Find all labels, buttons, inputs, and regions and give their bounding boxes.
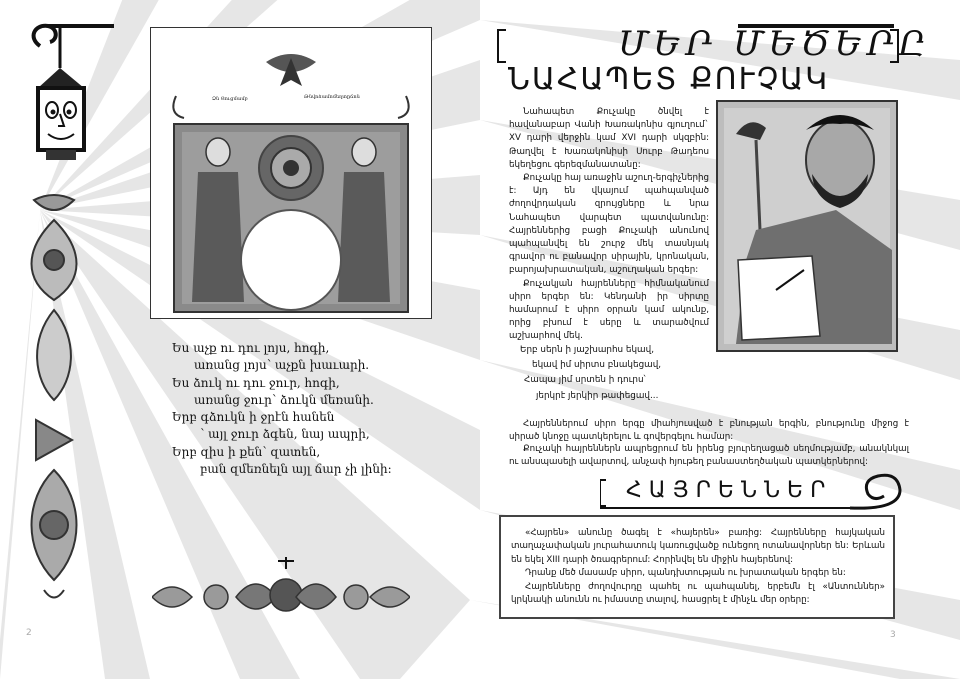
left-poem: [172, 340, 442, 478]
poem-line: Երբ գձուկն ի ջրէն հանեն: [172, 410, 335, 425]
conclusion-text: [509, 418, 909, 468]
page-title: ՄԵՐ ՄԵԾԵՐԸ: [618, 24, 932, 64]
manuscript-caption-right: Թնվոձամոմեղտըճոն: [304, 94, 360, 100]
manuscript-caption-left: Ձն Ցուցմամբ: [212, 96, 248, 102]
bio-paragraph: Քուչակը հայ առաջին աշուղ-երգիչներից է: Այդ են վկայում պահպանված ժողովրդական զրույցները և նրա Նահապետ վարպետ պատվանունը: Հայրեններից բացի Քուչակի անունով պահպանվել են շուրջ մեկ տասնյակ գրավոր ու բանավոր սիրային, կրոնական, բարոյախրատական, աշուղական երգեր:: [509, 173, 709, 276]
verse-line: Հապա յիմ սրտեն ի դուրս՝: [524, 375, 646, 386]
ornament-column: [24, 190, 84, 610]
page-number-right: 3: [890, 630, 896, 640]
box-paragraph: «Հայրեն» անունը ծագել է «հայերեն» բառից: Հայրենները հայկական տաղաչափական յուրահատուկ կառուցվածք ունեցող ոտանավորներ են: Երևան են եկել XIII դարի ծռագրերում: Հորինվել են միջին հայերենով:: [511, 528, 885, 565]
lantern-illustration: [24, 18, 114, 178]
portrait-illustration: [716, 100, 898, 352]
verse-line: եկավ իմ սիրտս բնակեցավ,: [532, 360, 662, 371]
page-number-left: 2: [26, 628, 32, 638]
conclusion-paragraph: Քուչակի հայրեններն ապրեցրում են իրենց բյուրեղացած սեղմությամբ, անակնկալ ու անսպասելի ավարտով, անչափ հյութեղ բանաստեղծական պատկերներով:: [509, 444, 909, 467]
poem-line: բան զմեռնելն այլ ճար չի լինի:: [200, 462, 392, 477]
page-subtitle: ՆԱՀԱՊԵՏ ՔՈՒՉԱԿ: [508, 62, 830, 97]
info-box: [499, 515, 895, 619]
manuscript-illumination: [170, 52, 412, 314]
verse-line: Երբ սերն ի յաշխարհս եկավ,: [520, 345, 655, 355]
section-heading: ՀԱՅՐԵՆՆԵՐ: [626, 478, 833, 503]
poem-line: առանց լոյս՝ աչքն խաւարի.: [194, 358, 370, 373]
verse-quote: [512, 343, 661, 404]
bottom-ornament: [152, 555, 410, 625]
poem-line: առանց ջուր՝ ձուկն մեռանի.: [194, 392, 374, 407]
poem-line: Ես ձուկ ու դու ջուր, հոգի,: [172, 375, 340, 390]
poem-line: ՝ այլ ջուր ձգեն, նայ ապրի,: [200, 427, 370, 442]
conclusion-paragraph: Հայրեններում սիրո երգը միահյուսված է բնության երգին, բնությունը միջոց է սիրած կնոջը պատկերելու և գովերգելու համար:: [509, 419, 909, 442]
bio-paragraph: Քուչակյան հայրենները հիմնականում սիրո երգեր են: Կենդանի իր սիրտը համարում է սիրո օրրան կամ ակունք, որից բխում է սերը և տարածվում աշխարհով մեկ.: [509, 278, 709, 342]
box-paragraph: Դրանք մեծ մասամբ սիրո, պանդխտության ու խրատական երգեր են:: [525, 568, 846, 579]
box-paragraph: Հայրենները ժողովուրդը պահել ու պահպանել, երբեմն էլ «Անտուններ» կրկնակի անունն ու իմաստը տալով, հասցրել է մինչև մեր օրերը:: [511, 581, 885, 606]
biography-text: [509, 106, 709, 344]
verse-line: յերկրէ յերկիր թափեցավ...: [536, 390, 659, 401]
poem-line: Ես աչք ու դու լոյս, հոգի,: [172, 341, 330, 355]
bio-paragraph: Նահապետ Քուչակը ծնվել է հավանաբար Վանի Խառակոնիս գյուղում` XV դարի վերջին կամ XVI դարի սկզբին: Թաղվել է Խառակոնիսի Սուրբ Թադեոս եկեղեցու գերեզմանատանը:: [509, 107, 709, 170]
poem-line: Երբ զիս ի քեն՝ զատեն,: [172, 444, 321, 459]
